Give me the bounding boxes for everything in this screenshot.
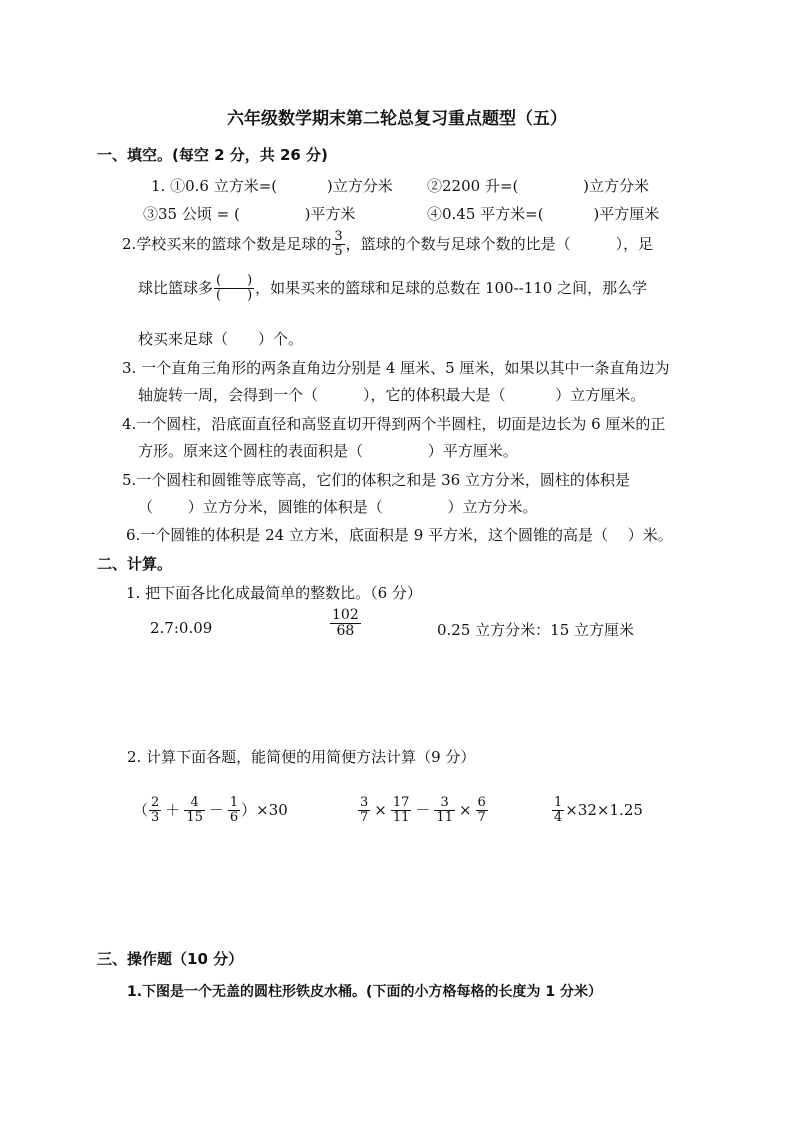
q2-line-1 xyxy=(122,230,653,260)
expression-1 xyxy=(133,796,288,826)
open-paren: （ xyxy=(133,800,149,819)
s3-q1-text: 1.下图是一个无盖的圆柱形铁皮水桶。(下面的小方格每格的长度为 1 分米） xyxy=(127,984,602,1000)
page-title: 六年级数学期末第二轮总复习重点题型（五） xyxy=(227,109,567,129)
q1-part-c: ③35 公顷 = ( )平方米 xyxy=(143,205,356,223)
fraction-blank xyxy=(214,274,254,304)
times-sign: × xyxy=(374,800,387,819)
fraction-numerator: 2 xyxy=(151,795,160,810)
fraction xyxy=(434,796,455,826)
fraction xyxy=(391,796,412,826)
q4-line-1: 4.一个圆柱，沿底面直径和高竖直切开得到两个半圆柱，切面是边长为 6 厘米的正 xyxy=(122,415,666,433)
fraction xyxy=(552,796,564,826)
ratio-1: 2.7:0.09 xyxy=(150,619,213,637)
q1-part-d: ④0.45 平方米=( )平方厘米 xyxy=(427,205,660,223)
q5-line-1: 5.一个圆柱和圆锥等底等高，它们的体积之和是 36 立方分米，圆柱的体积是 xyxy=(122,471,630,489)
fraction-denominator: 6 xyxy=(229,810,239,826)
fraction-numerator: 4 xyxy=(184,796,205,811)
section-calculation-heading: 二、计算。 xyxy=(97,555,173,573)
plus-sign: ＋ xyxy=(165,800,181,819)
fraction-denominator: 15 xyxy=(186,810,203,826)
q3-line-2: 轴旋转一周，会得到一个（ ），它的体积最大是（ ）立方厘米。 xyxy=(138,386,646,404)
expression-3-rest: ×32×1.25 xyxy=(565,800,643,819)
fraction-numerator: 102 xyxy=(332,607,359,623)
q6-line: 6.一个圆锥的体积是 24 立方米，底面积是 9 平方米，这个圆锥的高是（ ）米。 xyxy=(126,526,673,544)
fraction-denominator: 3 xyxy=(151,810,160,826)
ratio-3: 0.25 立方分米：15 立方厘米 xyxy=(437,621,635,639)
q2-text-pre: 2.学校买来的篮球个数是足球的 xyxy=(122,234,332,253)
fraction xyxy=(184,796,205,826)
fraction-denominator: 68 xyxy=(336,623,355,640)
expression-3 xyxy=(551,796,643,826)
fraction xyxy=(228,796,240,826)
q4-line-2: 方形。原来这个圆柱的表面积是（ ）平方厘米。 xyxy=(138,442,518,460)
section-fill-in-heading: 一、填空。(每空 2 分，共 26 分) xyxy=(97,146,328,164)
s2-q2-text: 2. 计算下面各题，能简便的用简便方法计算（9 分） xyxy=(127,748,476,766)
fraction-numerator: 3 xyxy=(360,795,369,810)
minus-sign: － xyxy=(208,800,224,819)
fraction-denominator: 4 xyxy=(554,810,563,826)
fraction-denominator: 5 xyxy=(334,244,343,260)
fraction-numerator: 1 xyxy=(554,795,563,810)
expression-2 xyxy=(357,796,489,826)
q2-text-post: ，篮球的个数与足球个数的比是（ ），足 xyxy=(345,234,654,253)
q5-line-2: （ ）立方分米，圆锥的体积是（ ）立方分米。 xyxy=(138,498,538,516)
fraction-numerator: 6 xyxy=(477,795,486,810)
fraction-numerator: 3 xyxy=(434,796,455,811)
fraction xyxy=(476,796,488,826)
ratio-2-fraction xyxy=(329,608,362,640)
fraction-denominator: 11 xyxy=(436,810,453,826)
fraction-blank-denominator: ( ) xyxy=(216,288,253,304)
fraction-denominator: 11 xyxy=(392,810,410,826)
q1-part-b: ②2200 升=( )立方分米 xyxy=(427,177,649,195)
fraction-blank-numerator: ( ) xyxy=(216,273,253,288)
fraction-three-fifths xyxy=(332,230,344,260)
q2-line-2-pre: 球比篮球多 xyxy=(138,278,214,297)
close-paren-times: ）×30 xyxy=(241,800,288,819)
fraction xyxy=(358,796,370,826)
fraction xyxy=(149,796,161,826)
q2-line-2 xyxy=(138,274,647,304)
fraction-numerator: 3 xyxy=(334,229,343,244)
fraction-numerator: 17 xyxy=(392,795,410,810)
fraction-denominator: 7 xyxy=(477,810,486,826)
fraction-denominator: 7 xyxy=(360,810,369,826)
q1-part-a: 1. ①0.6 立方米=( )立方分米 xyxy=(151,177,393,195)
times-sign: × xyxy=(458,800,472,819)
s2-q1-text: 1. 把下面各比化成最简单的整数比。（6 分） xyxy=(126,584,422,602)
q2-line-3: 校买来足球（ ）个。 xyxy=(138,330,304,348)
minus-sign: － xyxy=(415,800,431,819)
q3-line-1: 3. 一个直角三角形的两条直角边分别是 4 厘米、5 厘米，如果以其中一条直角边为 xyxy=(122,359,670,377)
q2-line-2-post: ，如果买来的篮球和足球的总数在 100--110 之间，那么学 xyxy=(255,278,648,297)
section-operation-heading: 三、操作题（10 分） xyxy=(97,950,244,968)
fraction-numerator: 1 xyxy=(229,795,239,810)
